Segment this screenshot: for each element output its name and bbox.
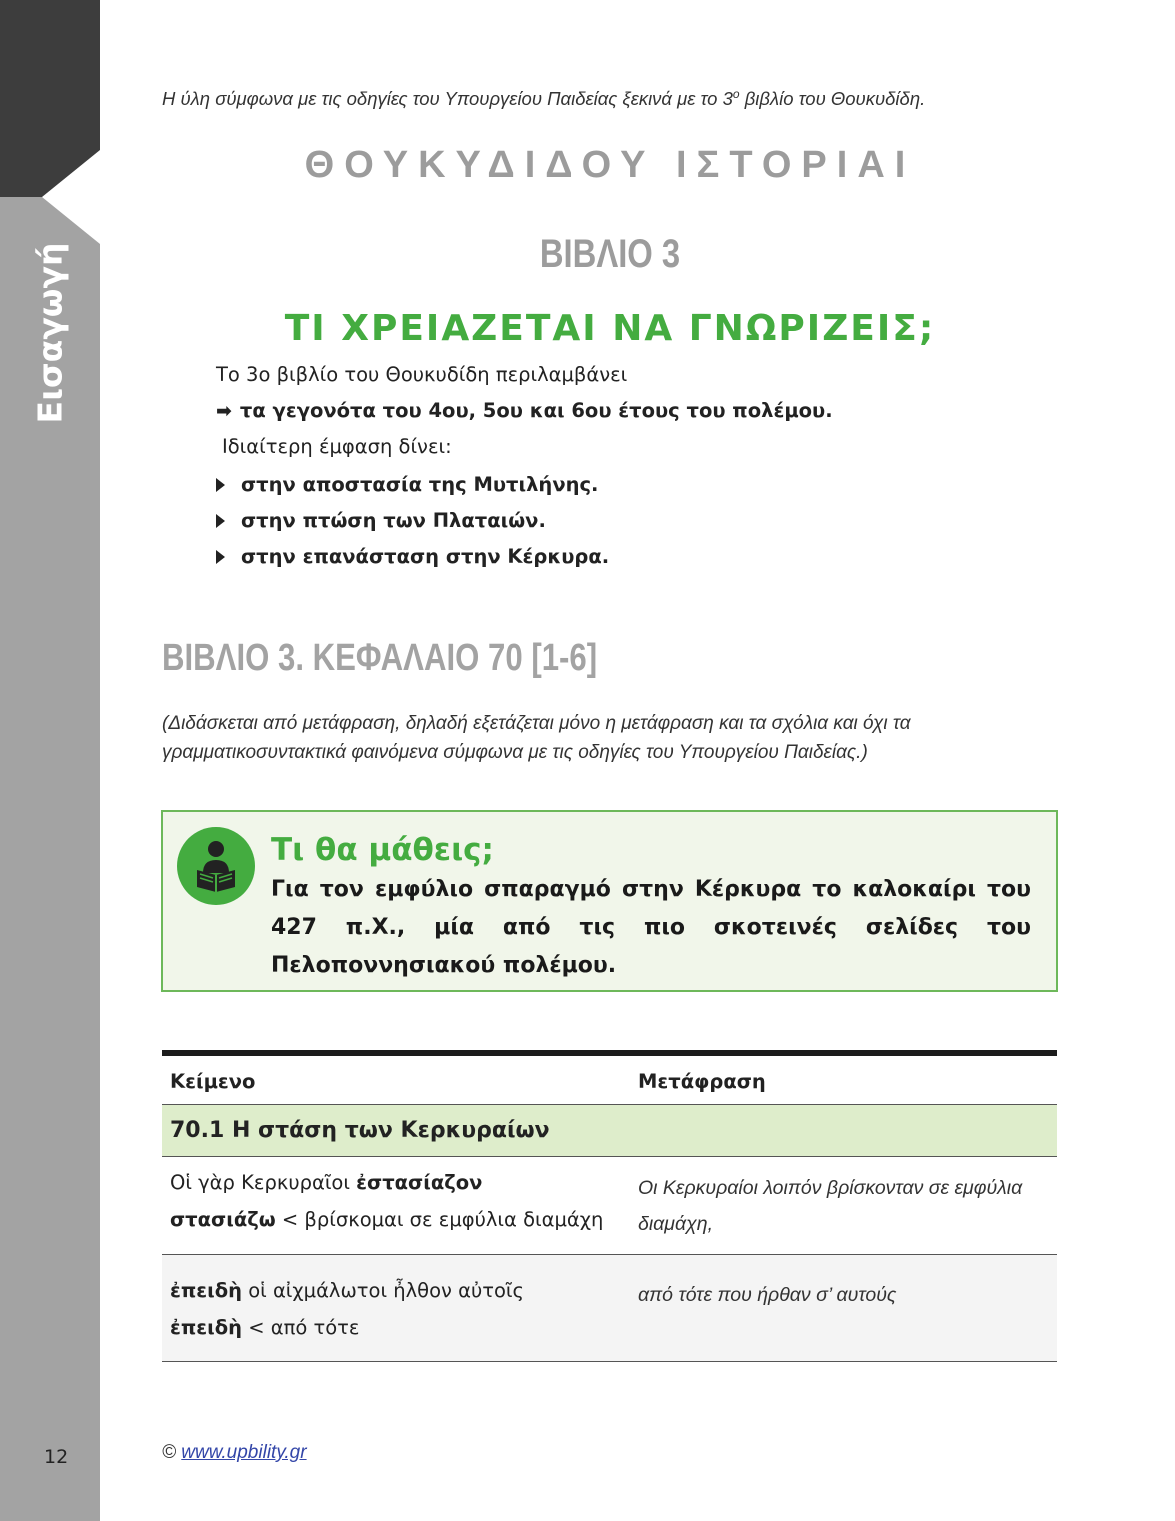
bullet-item (216, 545, 609, 568)
source-line (170, 1171, 482, 1194)
website-link[interactable]: www.upbility.gr (181, 1442, 307, 1463)
chapter-title: ΒΙΒΛΙΟ 3. ΚΕΦΑΛΑΙΟ 70 [1-6] (162, 637, 598, 679)
source-line (170, 1279, 524, 1302)
arrow-item (216, 399, 833, 422)
learn-text: Για τον εμφύλιο σπαραγμό στην Κέρκυρα το καλοκαίρι του 427 π.Χ., μία από τις πιο σκοτεινές σελίδες του Πελοποννησιακού πολέμου. (271, 877, 1031, 978)
sidebar-chevron-icon (0, 0, 100, 250)
triangle-bullet-icon (216, 550, 225, 564)
source-keyword: ἐπειδὴ (170, 1279, 243, 1302)
table-header (162, 1056, 1057, 1105)
table-section-row (162, 1105, 1057, 1157)
source-text: < από τότε (242, 1316, 360, 1339)
need-to-know-title: ΤΙ ΧΡΕΙΑΖΕΤΑΙ ΝΑ ΓΝΩΡΙΖΕΙΣ; (284, 308, 936, 349)
source-note (170, 1208, 603, 1231)
book-title: ΒΙΒΛΙΟ 3 (539, 232, 681, 276)
bullet-text: στην πτώση των Πλαταιών. (241, 509, 546, 532)
translation-text: Οι Κερκυραίοι λοιπόν βρίσκονταν σε εμφύλια διαμάχη, (638, 1177, 1023, 1235)
triangle-bullet-icon (216, 514, 225, 528)
learn-box (161, 810, 1058, 992)
arrow-right-icon: ➡ (216, 400, 232, 422)
footer (162, 1442, 307, 1464)
source-text: < βρίσκομαι σε εμφύλια διαμάχη (275, 1208, 604, 1231)
source-keyword: στασιάζω (170, 1208, 276, 1231)
page-number: 12 (44, 1446, 69, 1468)
text-translation-table (162, 1050, 1057, 1362)
reading-person-icon (177, 827, 255, 905)
bullet-text: στην αποστασία της Μυτιλήνης. (241, 473, 599, 496)
header-translation-column: Μετάφραση (638, 1070, 766, 1093)
table-row (162, 1255, 1057, 1362)
content-intro-line: Το 3ο βιβλίο του Θουκυδίδη περιλαμβάνει (216, 363, 628, 386)
chapter-note: (Διδάσκεται από μετάφραση, δηλαδή εξετάζεται μόνο η μετάφραση και τα σχόλια και όχι τα γραμματικοσυντακτικά φαινόμενα σύμφωνα με τις οδηγίες του Υπουργείου Παιδείας.) (162, 713, 911, 763)
sidebar (0, 0, 100, 1521)
source-keyword: ἐστασίαζον (356, 1171, 483, 1194)
copyright-symbol: © (162, 1442, 182, 1463)
header-text-column: Κείμενο (170, 1070, 256, 1093)
source-text: οἱ αἰχμάλωτοι ἦλθον αὐτοῖς (242, 1279, 524, 1302)
bullet-item (216, 473, 598, 496)
section-label: 70.1 Η στάση των Κερκυραίων (170, 1118, 550, 1143)
learn-heading: Τι θα μάθεις; (271, 832, 494, 868)
source-text: Οἱ γὰρ Κερκυραῖοι (170, 1171, 357, 1194)
bullet-item (216, 509, 546, 532)
intro-text: Η ύλη σύμφωνα με τις οδηγίες του Υπουργείου Παιδείας ξεκινά με το $3^o$ βιβλίο του Θουκυδίδη. (162, 87, 926, 110)
emphasis-line: Ιδιαίτερη έμφαση δίνει: (222, 435, 452, 458)
triangle-bullet-icon (216, 478, 225, 492)
arrow-item-text: τα γεγονότα του 4ου, 5ου και 6ου έτους του πολέμου. (239, 399, 833, 422)
source-note (170, 1316, 359, 1339)
sidebar-section-label: Εισαγωγή (30, 242, 70, 424)
table-row (162, 1157, 1057, 1255)
translation-text: από τότε που ήρθαν σ’ αυτούς (638, 1284, 897, 1306)
bullet-text: στην επανάσταση στην Κέρκυρα. (241, 545, 610, 568)
source-keyword: ἐπειδὴ (170, 1316, 243, 1339)
thucydides-title: ΘΟΥΚΥΔΙΔΟΥ ΙΣΤΟΡΙΑΙ (304, 144, 916, 186)
